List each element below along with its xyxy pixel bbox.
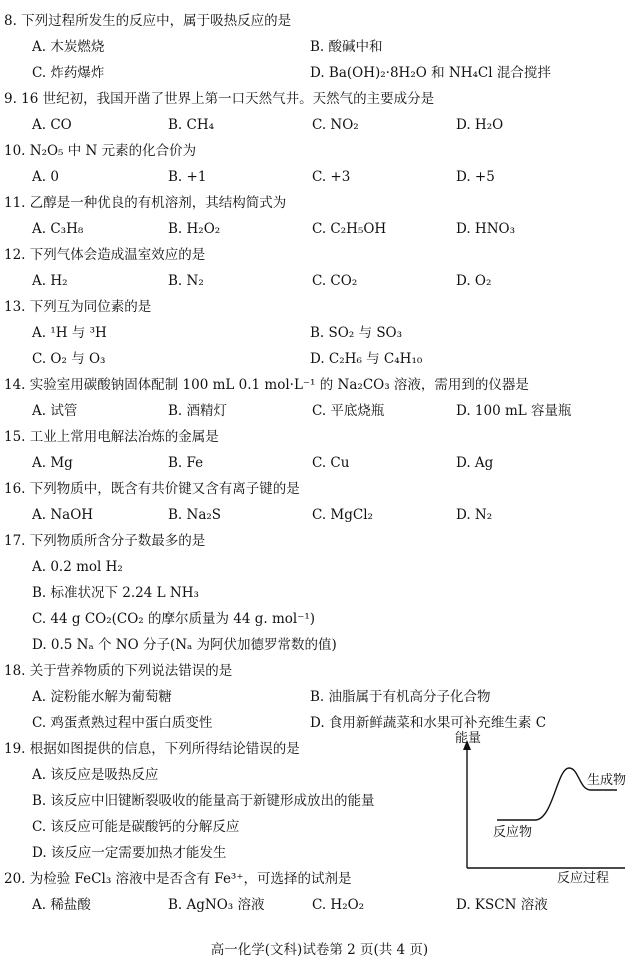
q14-option-c: C. 平底烧瓶 <box>312 403 385 419</box>
q10-option-a: A. 0 <box>32 169 59 185</box>
q18-option-a: A. 淀粉能水解为葡萄糖 <box>32 689 172 705</box>
q14-stem: 14. 实验室用碳酸钠固体配制 100 mL 0.1 mol·L⁻¹ 的 Na₂CO₃ 溶液，需用到的仪器是 <box>4 377 529 393</box>
q17-option-b: B. 标准状况下 2.24 L NH₃ <box>32 585 199 601</box>
q12-stem: 12. 下列气体会造成温室效应的是 <box>4 247 206 263</box>
q19-option-d: D. 该反应一定需要加热才能发生 <box>32 845 227 861</box>
q12-option-b: B. N₂ <box>168 273 204 289</box>
q11-option-a: A. C₃H₈ <box>32 221 84 237</box>
q16-option-c: C. MgCl₂ <box>312 507 373 523</box>
q17-option-c: C. 44 g CO₂(CO₂ 的摩尔质量为 44 g. mol⁻¹) <box>32 611 316 627</box>
q12-option-d: D. O₂ <box>456 273 492 289</box>
q11-stem: 11. 乙醇是一种优良的有机溶剂，其结构简式为 <box>4 195 287 211</box>
q18-option-d: D. 食用新鲜蔬菜和水果可补充维生素 C <box>310 715 547 731</box>
q20-option-b: B. AgNO₃ 溶液 <box>168 897 265 913</box>
q12-option-a: A. H₂ <box>32 273 68 289</box>
x-axis-label: 反应过程 <box>557 871 610 886</box>
q20-option-d: D. KSCN 溶液 <box>456 897 548 913</box>
q14-option-a: A. 试管 <box>32 403 78 419</box>
q13-stem: 13. 下列互为同位素的是 <box>4 299 152 315</box>
q13-option-b: B. SO₂ 与 SO₃ <box>310 325 403 341</box>
q17-option-a: A. 0.2 mol H₂ <box>32 559 123 575</box>
q17-option-d: D. 0.5 Nₐ 个 NO 分子(Nₐ 为阿伏加德罗常数的值) <box>32 637 337 653</box>
q10-option-b: B. +1 <box>168 169 207 185</box>
q20-stem: 20. 为检验 FeCl₃ 溶液中是否含有 Fe³⁺，可选择的试剂是 <box>4 871 352 887</box>
q12-option-c: C. CO₂ <box>312 273 358 289</box>
q19-option-c: C. 该反应可能是碳酸钙的分解反应 <box>32 819 240 835</box>
q14-option-b: B. 酒精灯 <box>168 403 228 419</box>
q9-stem: 9. 16 世纪初，我国开凿了世界上第一口天然气井。天然气的主要成分是 <box>4 91 435 107</box>
q15-option-b: B. Fe <box>168 455 204 471</box>
q11-option-c: C. C₂H₅OH <box>312 221 387 237</box>
q8-option-d: D. Ba(OH)₂·8H₂O 和 NH₄Cl 混合搅拌 <box>310 65 551 81</box>
q10-stem: 10. N₂O₅ 中 N 元素的化合价为 <box>4 143 197 159</box>
q15-stem: 15. 工业上常用电解法冶炼的金属是 <box>4 429 219 445</box>
q15-option-c: C. Cu <box>312 455 350 471</box>
q8-option-c: C. 炸药爆炸 <box>32 65 105 81</box>
q16-option-a: A. NaOH <box>32 507 94 523</box>
q13-option-c: C. O₂ 与 O₃ <box>32 351 106 367</box>
y-axis-label: 能量 <box>455 731 482 746</box>
q13-option-a: A. ¹H 与 ³H <box>32 325 107 341</box>
q8-option-a: A. 木炭燃烧 <box>32 39 105 55</box>
q16-stem: 16. 下列物质中，既含有共价键又含有离子键的是 <box>4 481 300 497</box>
energy-diagram <box>453 728 633 886</box>
q15-option-a: A. Mg <box>32 455 73 471</box>
q15-option-d: D. Ag <box>456 455 494 471</box>
q20-option-c: C. H₂O₂ <box>312 897 365 913</box>
q10-option-d: D. +5 <box>456 169 495 185</box>
q17-stem: 17. 下列物质所含分子数最多的是 <box>4 533 206 549</box>
product-label: 生成物 <box>587 773 627 788</box>
q10-option-c: C. +3 <box>312 169 351 185</box>
q9-option-c: C. NO₂ <box>312 117 359 133</box>
q9-option-a: A. CO <box>32 117 72 133</box>
q18-option-b: B. 油脂属于有机高分子化合物 <box>310 689 491 705</box>
page-footer: 高一化学(文科)试卷第 2 页(共 4 页) <box>210 942 429 958</box>
q13-option-d: D. C₂H₆ 与 C₄H₁₀ <box>310 351 423 367</box>
q14-option-d: D. 100 mL 容量瓶 <box>456 403 572 419</box>
q19-option-a: A. 该反应是吸热反应 <box>32 767 159 783</box>
q9-option-b: B. CH₄ <box>168 117 215 133</box>
q9-option-d: D. H₂O <box>456 117 504 133</box>
reactant-label: 反应物 <box>493 825 533 840</box>
q8-stem: 8. 下列过程所发生的反应中，属于吸热反应的是 <box>4 13 292 29</box>
q18-option-c: C. 鸡蛋煮熟过程中蛋白质变性 <box>32 715 213 731</box>
q11-option-b: B. H₂O₂ <box>168 221 221 237</box>
q19-option-b: B. 该反应中旧键断裂吸收的能量高于新键形成放出的能量 <box>32 793 375 809</box>
q16-option-d: D. N₂ <box>456 507 493 523</box>
q16-option-b: B. Na₂S <box>168 507 222 523</box>
q18-stem: 18. 关于营养物质的下列说法错误的是 <box>4 663 233 679</box>
q8-option-b: B. 酸碱中和 <box>310 39 383 55</box>
q11-option-d: D. HNO₃ <box>456 221 515 237</box>
q19-stem: 19. 根据如图提供的信息，下列所得结论错误的是 <box>4 741 300 757</box>
q20-option-a: A. 稀盐酸 <box>32 897 91 913</box>
